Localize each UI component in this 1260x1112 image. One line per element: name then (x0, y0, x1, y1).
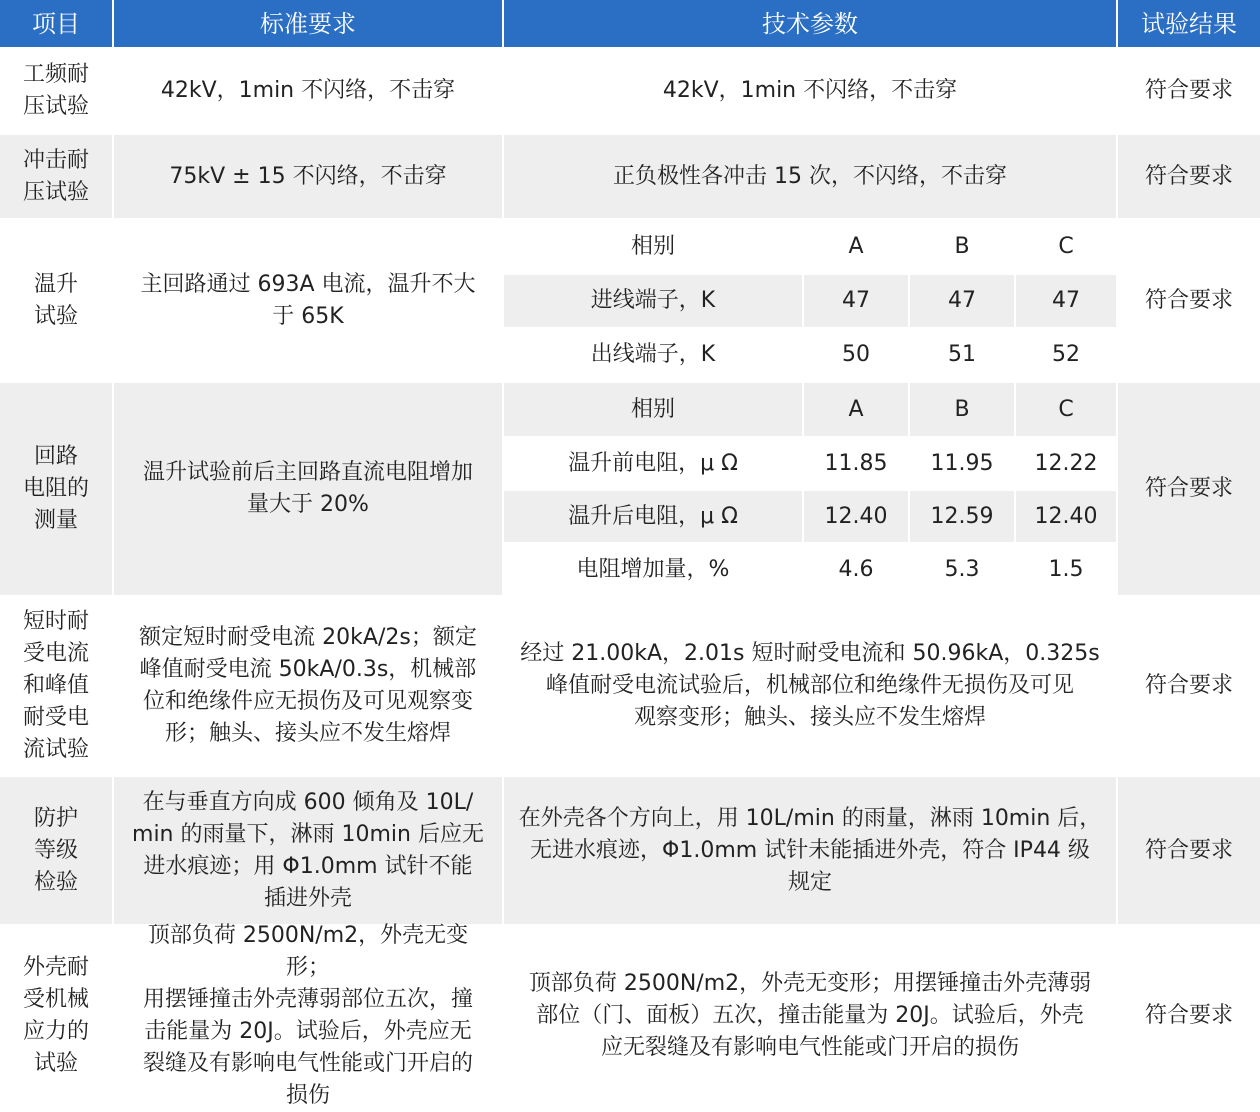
temp-rise-inlet-label: 进线端子，K (504, 275, 802, 327)
row-mechanical-result: 符合要求 (1118, 926, 1260, 1105)
header-standard: 标准要求 (114, 0, 502, 47)
resistance-after-label: 温升后电阻，μ Ω (504, 491, 802, 542)
temp-rise-inlet-c: 47 (1016, 275, 1116, 327)
row-power-freq-item: 工频耐 压试验 (0, 49, 112, 133)
resistance-before-c: 12.22 (1016, 438, 1116, 489)
header-params: 技术参数 (504, 0, 1116, 47)
row-mechanical-params: 顶部负荷 2500N/m2，外壳无变形；用摆锤撞击外壳薄弱 部位（门、面板）五次，撞击能量为 20J。试验后，外壳 应无裂缝及有影响电气性能或门开启的损伤 (504, 926, 1116, 1105)
row-mechanical-item: 外壳耐 受机械 应力的 试验 (0, 926, 112, 1105)
header-result: 试验结果 (1118, 0, 1260, 47)
resistance-phase-a: A (804, 383, 908, 436)
resistance-after-c: 12.40 (1016, 491, 1116, 542)
row-power-freq-params: 42kV，1min 不闪络，不击穿 (504, 49, 1116, 133)
temp-rise-phase-a: A (804, 220, 908, 273)
temp-rise-outlet-b: 51 (910, 329, 1014, 381)
row-short-time-item: 短时耐 受电流 和峰值 耐受电 流试验 (0, 597, 112, 775)
temp-rise-phase-b: B (910, 220, 1014, 273)
resistance-after-a: 12.40 (804, 491, 908, 542)
temp-rise-inlet-a: 47 (804, 275, 908, 327)
resistance-before-b: 11.95 (910, 438, 1014, 489)
row-impulse-params: 正负极性各冲击 15 次，不闪络，不击穿 (504, 135, 1116, 218)
row-protection-result: 符合要求 (1118, 777, 1260, 924)
temp-rise-phase-label: 相别 (504, 220, 802, 273)
resistance-after-b: 12.59 (910, 491, 1014, 542)
resistance-increase-a: 4.6 (804, 544, 908, 595)
resistance-phase-b: B (910, 383, 1014, 436)
row-resistance-item: 回路 电阻的 测量 (0, 383, 112, 595)
row-short-time-params: 经过 21.00kA，2.01s 短时耐受电流和 50.96kA，0.325s 峰值耐受电流试验后，机械部位和绝缘件无损伤及可见 观察变形；触头、接头应不发生熔焊 (504, 597, 1116, 775)
row-mechanical-standard: 顶部负荷 2500N/m2，外壳无变形； 用摆锤撞击外壳薄弱部位五次，撞 击能量为 20J。试验后，外壳应无 裂缝及有影响电气性能或门开启的 损伤 (114, 926, 502, 1105)
row-protection-item: 防护 等级 检验 (0, 777, 112, 924)
temp-rise-inlet-b: 47 (910, 275, 1014, 327)
row-resistance-result: 符合要求 (1118, 383, 1260, 595)
temp-rise-phase-c: C (1016, 220, 1116, 273)
row-power-freq-result: 符合要求 (1118, 49, 1260, 133)
header-item: 项目 (0, 0, 112, 47)
resistance-phase-label: 相别 (504, 383, 802, 436)
row-temp-rise-item: 温升 试验 (0, 220, 112, 381)
resistance-increase-c: 1.5 (1016, 544, 1116, 595)
row-impulse-result: 符合要求 (1118, 135, 1260, 218)
temp-rise-outlet-a: 50 (804, 329, 908, 381)
row-impulse-standard: 75kV ± 15 不闪络，不击穿 (114, 135, 502, 218)
row-power-freq-standard: 42kV，1min 不闪络，不击穿 (114, 49, 502, 133)
resistance-before-a: 11.85 (804, 438, 908, 489)
resistance-before-label: 温升前电阻，μ Ω (504, 438, 802, 489)
row-short-time-result: 符合要求 (1118, 597, 1260, 775)
resistance-increase-b: 5.3 (910, 544, 1014, 595)
temp-rise-outlet-label: 出线端子，K (504, 329, 802, 381)
row-resistance-standard: 温升试验前后主回路直流电阻增加 量大于 20% (114, 383, 502, 595)
resistance-phase-c: C (1016, 383, 1116, 436)
row-short-time-standard: 额定短时耐受电流 20kA/2s；额定 峰值耐受电流 50kA/0.3s，机械部 位和绝缘件应无损伤及可见观察变 形；触头、接头应不发生熔焊 (114, 597, 502, 775)
row-temp-rise-result: 符合要求 (1118, 220, 1260, 381)
resistance-increase-label: 电阻增加量，% (504, 544, 802, 595)
row-protection-params: 在外壳各个方向上，用 10L/min 的雨量，淋雨 10min 后， 无进水痕迹，Φ1.0mm 试针未能插进外壳，符合 IP44 级 规定 (504, 777, 1116, 924)
row-protection-standard: 在与垂直方向成 600 倾角及 10L/ min 的雨量下，淋雨 10min 后应无 进水痕迹；用 Φ1.0mm 试针不能 插进外壳 (114, 777, 502, 924)
temp-rise-outlet-c: 52 (1016, 329, 1116, 381)
row-impulse-item: 冲击耐 压试验 (0, 135, 112, 218)
row-temp-rise-standard: 主回路通过 693A 电流，温升不大 于 65K (114, 220, 502, 381)
